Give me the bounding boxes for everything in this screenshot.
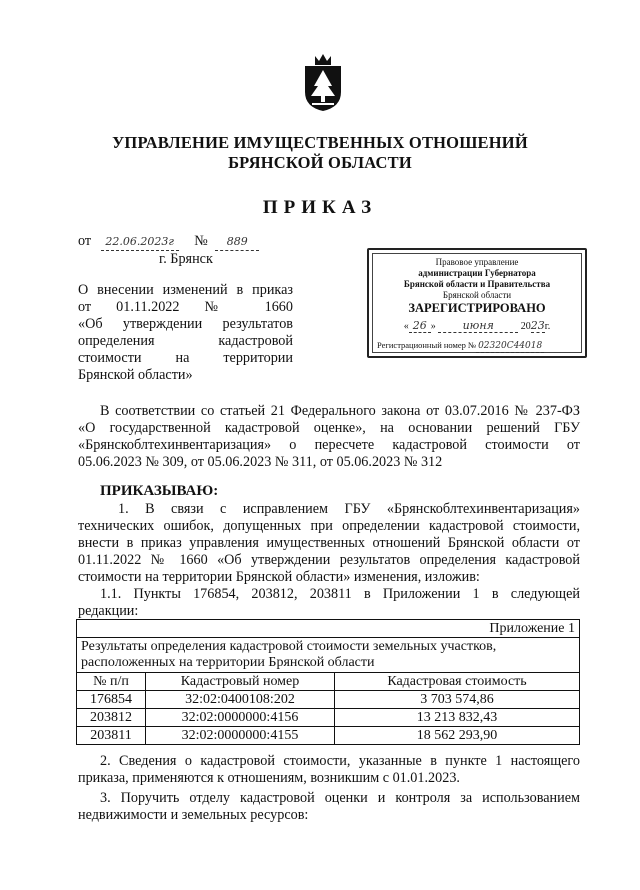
table-caption-row bbox=[77, 638, 580, 673]
order-word: ПРИКАЗЫВАЮ: bbox=[100, 483, 219, 499]
table-appendix: Приложение 1 bbox=[77, 620, 580, 638]
stamp-line-4: Брянской области bbox=[442, 290, 512, 300]
stamp-registered: ЗАРЕГИСТРИРОВАНО bbox=[408, 301, 546, 315]
table-cell-number: 203811 bbox=[77, 727, 146, 745]
table-row bbox=[77, 727, 580, 745]
subject-line-2: от 01.11.2022 № 1660 bbox=[78, 299, 293, 315]
cadastral-table bbox=[76, 619, 580, 745]
table-cell-cost: 3 703 574,86 bbox=[335, 691, 580, 709]
item3-line-1: 3. Поручить отделу кадастровой оценки и контроля за использованием bbox=[100, 790, 580, 806]
number-label: № bbox=[194, 233, 208, 249]
item1-line-3: внести в приказ управления имущественных отношений Брянской области от bbox=[78, 535, 580, 551]
table-caption-line-2: расположенных на территории Брянской области bbox=[81, 655, 375, 670]
table-row bbox=[77, 709, 580, 727]
item3-line-2: недвижимости и земельных ресурсов: bbox=[78, 807, 309, 823]
item1-line-2: технических ошибок, допущенных при определении кадастровой стоимости, bbox=[78, 518, 580, 534]
stamp-year-g: г. bbox=[544, 321, 551, 332]
stamp-reg-number: 02320С44018 bbox=[478, 341, 543, 351]
item2-line-2: приказа, применяются к отношениям, возникшим с 01.01.2023. bbox=[78, 770, 460, 786]
stamp-line-1: Правовое управление bbox=[435, 257, 519, 267]
order-city: г. Брянск bbox=[159, 251, 213, 267]
preamble-line-4: 05.06.2023 № 309, от 05.06.2023 № 311, от 05.06.2023 № 312 bbox=[78, 454, 443, 470]
subject-line-3: «Об утверждении результатов bbox=[78, 316, 293, 332]
stamp-year-prefix: 20 bbox=[520, 321, 531, 332]
table-cell-cost: 13 213 832,43 bbox=[335, 709, 580, 727]
stamp-month: июня bbox=[438, 321, 518, 333]
table-cell-cadastral-number: 32:02:0400108:202 bbox=[146, 691, 335, 709]
coat-of-arms-emblem bbox=[303, 52, 343, 112]
table-header-cell: № п/п bbox=[77, 673, 146, 691]
stamp-year-suffix: 23 bbox=[530, 319, 545, 332]
stamp-reg-line bbox=[377, 340, 585, 353]
registration-stamp bbox=[367, 248, 587, 358]
stamp-line-3: Брянской области и Правительства bbox=[403, 279, 551, 289]
item11-line-1: 1.1. Пункты 176854, 203812, 203811 в Приложении 1 в следующей bbox=[100, 586, 580, 602]
item11-line-2: редакции: bbox=[78, 603, 139, 619]
order-title: ПРИКАЗ bbox=[262, 197, 378, 218]
table-cell-number: 176854 bbox=[77, 691, 146, 709]
stamp-day: 26 bbox=[409, 321, 431, 333]
subject-line-1: О внесении изменений в приказ bbox=[78, 282, 293, 298]
item2-line-1: 2. Сведения о кадастровой стоимости, указанные в пункте 1 настоящего bbox=[100, 753, 580, 769]
table-cell-cadastral-number: 32:02:0000000:4156 bbox=[146, 709, 335, 727]
preamble-line-3: «Брянскоблтехинвентаризация» о пересчете кадастровой стоимости от bbox=[78, 437, 580, 453]
organization-name-line1: УПРАВЛЕНИЕ ИМУЩЕСТВЕННЫХ ОТНОШЕНИЙ bbox=[112, 133, 528, 152]
item1-line-1: 1. В связи с исправлением ГБУ «Брянскоблтехинвентаризация» bbox=[118, 501, 580, 517]
table-header-row bbox=[77, 673, 580, 691]
order-date: 22.06.2023г bbox=[101, 233, 179, 251]
order-number: 889 bbox=[215, 233, 259, 251]
stamp-line-2: администрации Губернатора bbox=[418, 268, 536, 278]
preamble-line-1: В соответствии со статьей 21 Федерального закона от 03.07.2016 № 237-ФЗ bbox=[100, 403, 580, 419]
organization-name-line2: БРЯНСКОЙ ОБЛАСТИ bbox=[228, 153, 412, 172]
table-header-cell: Кадастровый номер bbox=[146, 673, 335, 691]
stamp-date-line: « 26 » июня 2023г. bbox=[403, 319, 551, 332]
order-date-line bbox=[78, 233, 259, 251]
item1-line-5: стоимости на территории Брянской области» изменения, изложив: bbox=[78, 569, 480, 585]
subject-line-4: определения кадастровой bbox=[78, 333, 293, 349]
from-label: от bbox=[78, 233, 92, 249]
table-caption bbox=[77, 638, 580, 673]
table-cell-number: 203812 bbox=[77, 709, 146, 727]
table-caption-line-1: Результаты определения кадастровой стоимости земельных участков, bbox=[81, 639, 497, 654]
table-cell-cadastral-number: 32:02:0000000:4155 bbox=[146, 727, 335, 745]
item1-line-4: 01.11.2022 № 1660 «Об утверждении результатов определения кадастровой bbox=[78, 552, 580, 568]
table-appendix-row bbox=[77, 620, 580, 638]
table-header-cell: Кадастровая стоимость bbox=[335, 673, 580, 691]
preamble-line-2: «О государственной кадастровой оценке», на основании решений ГБУ bbox=[78, 420, 580, 436]
subject-line-6: Брянской области» bbox=[78, 367, 193, 383]
table-row bbox=[77, 691, 580, 709]
subject-line-5: стоимости на территории bbox=[78, 350, 293, 366]
stamp-reg-label: Регистрационный номер № bbox=[377, 340, 477, 350]
table-cell-cost: 18 562 293,90 bbox=[335, 727, 580, 745]
